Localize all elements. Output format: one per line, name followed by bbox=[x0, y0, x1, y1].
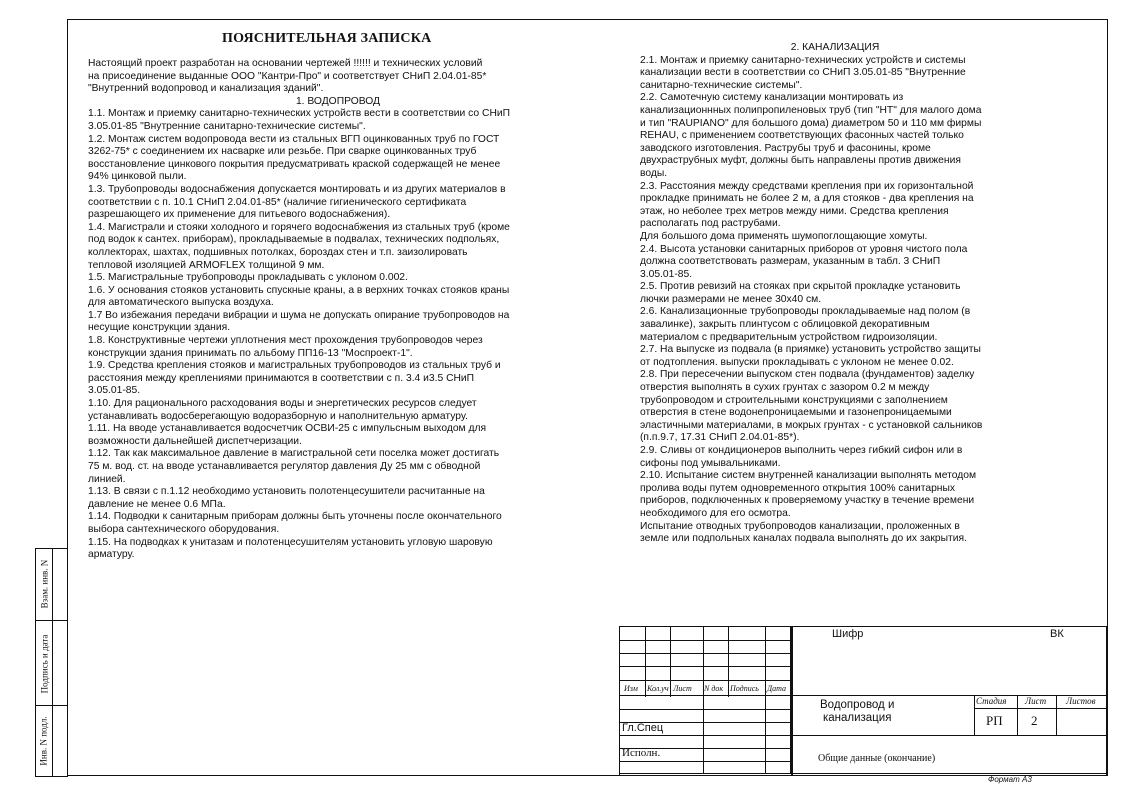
left-text-line: 1.11. На вводе устанавливается водосчетчик ОСВИ-25 с импульсным выходом для bbox=[88, 423, 487, 435]
right-text-line: лючки размерами не менее 30х40 см. bbox=[640, 293, 822, 305]
right-text-line: отверстия в стене водонепроницаемыми и газонепроницаемыми bbox=[640, 407, 952, 419]
right-text-line: Испытание отводных трубопроводов канализации, проложенных в bbox=[640, 520, 960, 532]
right-text-line: 2.6. Канализационные трубопроводы прокладываемые над полом (в bbox=[640, 306, 971, 318]
right-text-line: прокладке принимать не более 2 м, а для стояков - два крепления на bbox=[640, 193, 974, 205]
right-text-line: сифоны под умывальниками. bbox=[640, 457, 781, 469]
left-text-line: 1.8. Конструктивные чертежи уплотнения мест прохождения трубопроводов через bbox=[88, 335, 483, 347]
right-text-line: эластичными материалами, в мокрых грунтах - с установкой сальников bbox=[640, 419, 983, 431]
right-text-line: от подтопления. выпуски прокладывать с уклоном не менее 0.02. bbox=[640, 356, 954, 368]
left-text-line: 1.14. Подводки к санитарным приборам должны быть уточнены после окончательного bbox=[88, 511, 502, 523]
left-text-line: 94% цинковой пыли. bbox=[88, 171, 187, 183]
left-text-line: 1.7 Во избежания передачи вибрации и шума не допускать опирание трубопроводов на bbox=[88, 309, 510, 321]
right-text-line: воды. bbox=[640, 167, 668, 179]
page-title: ПОЯСНИТЕЛЬНАЯ ЗАПИСКА bbox=[222, 31, 432, 46]
left-text-column bbox=[88, 58, 588, 562]
shifr-value: ВК bbox=[1050, 628, 1064, 640]
list-value: 2 bbox=[1031, 713, 1038, 728]
left-text-line: устанавливать водосберегающую водоразборную и наполнительную арматуру. bbox=[88, 410, 468, 422]
left-text-line: линией. bbox=[88, 473, 126, 485]
vzam-inv-cell bbox=[36, 548, 68, 620]
right-text-line: трубопроводом и строительными конструкциями с заполнением bbox=[640, 394, 948, 406]
left-text-line: под водок к сантех. приборам), прокладываемые в подвалах, технических подпольях, bbox=[88, 234, 500, 246]
podpis-data-label: Подпись и дата bbox=[39, 634, 49, 693]
left-text-line: 1.12. Так как максимальное давление в магистральной сети поселка может достигать bbox=[88, 448, 500, 460]
title-block bbox=[619, 626, 1107, 775]
right-text-line: 2. КАНАЛИЗАЦИЯ bbox=[790, 42, 880, 53]
left-text-line: для автоматического выпуска воздуха. bbox=[88, 297, 274, 309]
right-text-line: и тип "RAUPIANO" для большого дома) диаметром 50 и 110 мм фирмы bbox=[640, 117, 982, 129]
col-ndok: N док bbox=[704, 684, 724, 693]
binding-strip bbox=[35, 548, 68, 777]
right-text-line: санитарно-технические системы". bbox=[640, 79, 803, 91]
podpis-data-cell bbox=[36, 620, 68, 706]
right-text-line: земле или подпольных каналах подвала выполнять до их закрытия. bbox=[640, 533, 967, 545]
left-text-line: тепловой изоляцией ARMOFLEX толщиной 9 мм. bbox=[88, 259, 325, 271]
stadia-label: Стадия bbox=[976, 696, 1007, 706]
right-text-line: Для большого дома применять шумопоглощающие хомуты. bbox=[640, 230, 928, 242]
right-text-line: 2.8. При пересечении выпуском стен подвала (фундаментов) заделку bbox=[640, 369, 975, 381]
left-text-line: 1.2. Монтаж систем водопровода вести из стальных ВГП оцинкованных труб по ГОСТ bbox=[88, 133, 500, 145]
left-text-line: выбора сантехнического оборудования. bbox=[88, 523, 280, 535]
sheet-title: Общие данные (окончание) bbox=[818, 753, 936, 764]
left-text-line: 1.4. Магистрали и стояки холодного и горячего водоснабжения из стальных труб (кроме bbox=[88, 221, 510, 233]
stadia-value: РП bbox=[986, 713, 1003, 728]
shifr-label: Шифр bbox=[832, 628, 864, 640]
left-text-line: "Внутренний водопровод и канализация зданий". bbox=[88, 83, 324, 95]
right-text-line: располагать под раструбами. bbox=[640, 218, 781, 230]
col-podpis: Подпись bbox=[730, 684, 759, 693]
left-text-line: коллекторах, шахтах, подшивных потолках, бороздах стен и т.п. заизолировать bbox=[88, 246, 468, 258]
left-text-line: конструкции здания принимать по альбому ПП16-13 "Моспроект-1". bbox=[88, 347, 413, 359]
right-text-line: 2.2. Самотечную систему канализации монтировать из bbox=[640, 92, 904, 104]
left-text-line: Настоящий проект разработан на основании чертежей !!!!!! и технических условий bbox=[88, 58, 483, 69]
right-text-line: пролива воды путем одновременного открытия 100% санитарных bbox=[640, 482, 956, 494]
left-text-line: 1.5. Магистральные трубопроводы прокладывать с уклоном 0.002. bbox=[88, 272, 408, 284]
col-koluch: Кол.уч bbox=[647, 684, 669, 693]
left-text-line: 1.9. Средства крепления стояков и магистральных трубопроводов из стальных труб и bbox=[88, 360, 501, 372]
format-label: Формат А3 bbox=[988, 775, 1032, 784]
right-text-line: 2.3. Расстояния между средствами крепления при их горизонтальной bbox=[640, 180, 974, 192]
right-text-line: (п.п.9.7, 17.31 СНиП 2.04.01-85*). bbox=[640, 432, 800, 444]
right-text-line: 2.7. На выпуске из подвала (в приямке) установить устройство защиты bbox=[640, 344, 981, 356]
listov-label: Листов bbox=[1066, 696, 1096, 706]
left-text-line: 3.05.01-85 "Внутренние санитарно-технические системы". bbox=[88, 120, 366, 132]
left-text-line: разрешающего их применение для питьевого водоснабжения). bbox=[88, 209, 391, 221]
left-text-line: несущие конструкции здания. bbox=[88, 322, 231, 334]
left-text-line: 75 м. вод. ст. на вводе устанавливается регулятор давления Ду 25 мм с обводной bbox=[88, 461, 481, 472]
right-text-line: приборов, подключенных к проверяемому участку в течение времени bbox=[640, 495, 975, 507]
left-text-line: 1.1. Монтаж и приемку санитарно-технических устройств вести в соответствии со СНиП bbox=[88, 108, 511, 120]
left-text-line: арматуру. bbox=[88, 549, 135, 561]
right-text-line: 2.1. Монтаж и приемку санитарно-технических устройств и системы bbox=[640, 54, 966, 66]
left-text-line: 1.13. В связи с п.1.12 необходимо установить полотенцесушители расчитанные на bbox=[88, 486, 485, 498]
left-text-line: 1. ВОДОПРОВОД bbox=[295, 95, 381, 107]
right-text-line: необходимого для его осмотра. bbox=[640, 507, 791, 519]
right-text-line: 2.5. Против ревизий на стояках при скрытой прокладке установить bbox=[640, 281, 961, 293]
right-text-line: должна соответствовать размерам, указанным в табл. 3 СНиП bbox=[640, 256, 941, 268]
object-name: Водопровод и канализация bbox=[820, 699, 895, 724]
right-text-column bbox=[640, 42, 1030, 546]
left-text-line: 1.6. У основания стояков установить спускные краны, а в верхних точках стояков краны bbox=[88, 284, 510, 296]
right-text-line: канализационнных полипропиленовых труб (тип "НТ" для малого дома bbox=[640, 104, 982, 116]
left-text-line: 3262-75* с соединением их насварке или резьбе. При сварке оцинкованных труб bbox=[88, 146, 477, 158]
inv-podl-label: Инв. N подл. bbox=[39, 716, 50, 766]
left-text-line: восстановление цинкового покрытия предусматривать краской содержащей не менее bbox=[88, 158, 501, 170]
list-label: Лист bbox=[1025, 696, 1047, 706]
left-text-line: давление не менее 0.6 МПа. bbox=[88, 498, 226, 510]
left-text-line: возможности дальнейшей диспетчеризации. bbox=[88, 435, 302, 447]
col-izm: Изм bbox=[624, 684, 638, 693]
right-text-line: 3.05.01-85. bbox=[640, 268, 693, 280]
right-text-line: 2.10. Испытание систем внутренней канализации выполнять методом bbox=[640, 470, 977, 482]
col-data: Дата bbox=[767, 684, 786, 693]
right-text-line: этаж, но неболее трех метров между ними. Средства крепления bbox=[640, 205, 949, 217]
inv-podl-cell bbox=[36, 705, 68, 776]
left-text-line: расстояния между креплениями принимаются в соответствии с п. 3.4 и3.5 СНиП bbox=[88, 372, 475, 384]
right-text-line: заводского изготовления. Раструбы труб и фасонины, кроме bbox=[640, 142, 931, 154]
right-text-line: 2.4. Высота установки санитарных приборов от уровня чистого пола bbox=[640, 243, 968, 255]
right-text-line: материалом с предварительным устройством гидроизоляции. bbox=[640, 331, 938, 343]
col-list: Лист bbox=[673, 684, 692, 693]
left-text-line: 3.05.01-85. bbox=[88, 385, 141, 397]
right-text-line: завалинке), закрыть плинтусом с облицовкой декоративным bbox=[640, 319, 930, 331]
left-text-line: 1.10. Для рационального расходования воды и энергетических ресурсов следует bbox=[88, 398, 477, 410]
ispoln-label: Исполн. bbox=[622, 747, 661, 759]
left-text-line: на присоединение выданные ООО "Кантри-Про" и соответствует СНиП 2.04.01-85* bbox=[88, 70, 487, 82]
right-text-line: отверстия выполнять в сухих грунтах с зазором 0.2 м между bbox=[640, 382, 930, 394]
left-text-line: соответствии с п. 10.1 СНиП 2.04.01-85* (наличие гигиенического сертификата bbox=[88, 196, 467, 208]
left-text-line: 1.15. На подводках к унитазам и полотенцесушителям установить угловую шаровую bbox=[88, 536, 493, 548]
gl-spec-label: Гл.Спец bbox=[622, 722, 664, 734]
vzam-inv-label: Взам. инв. N bbox=[39, 559, 50, 609]
left-text-line: 1.3. Трубопроводы водоснабжения допускается монтировать и из других материалов в bbox=[88, 183, 506, 195]
right-text-line: канализации вести в соответствии со СНиП 3.05.01-85 "Внутренние bbox=[640, 67, 966, 79]
right-text-line: REHAU, с применением соответствующих фасонных частей только bbox=[640, 130, 964, 142]
right-text-line: 2.9. Сливы от кондиционеров выполнить через гибкий сифон или в bbox=[640, 445, 963, 456]
right-text-line: двухраструбных муфт, должны быть направлены против движения bbox=[640, 155, 961, 167]
